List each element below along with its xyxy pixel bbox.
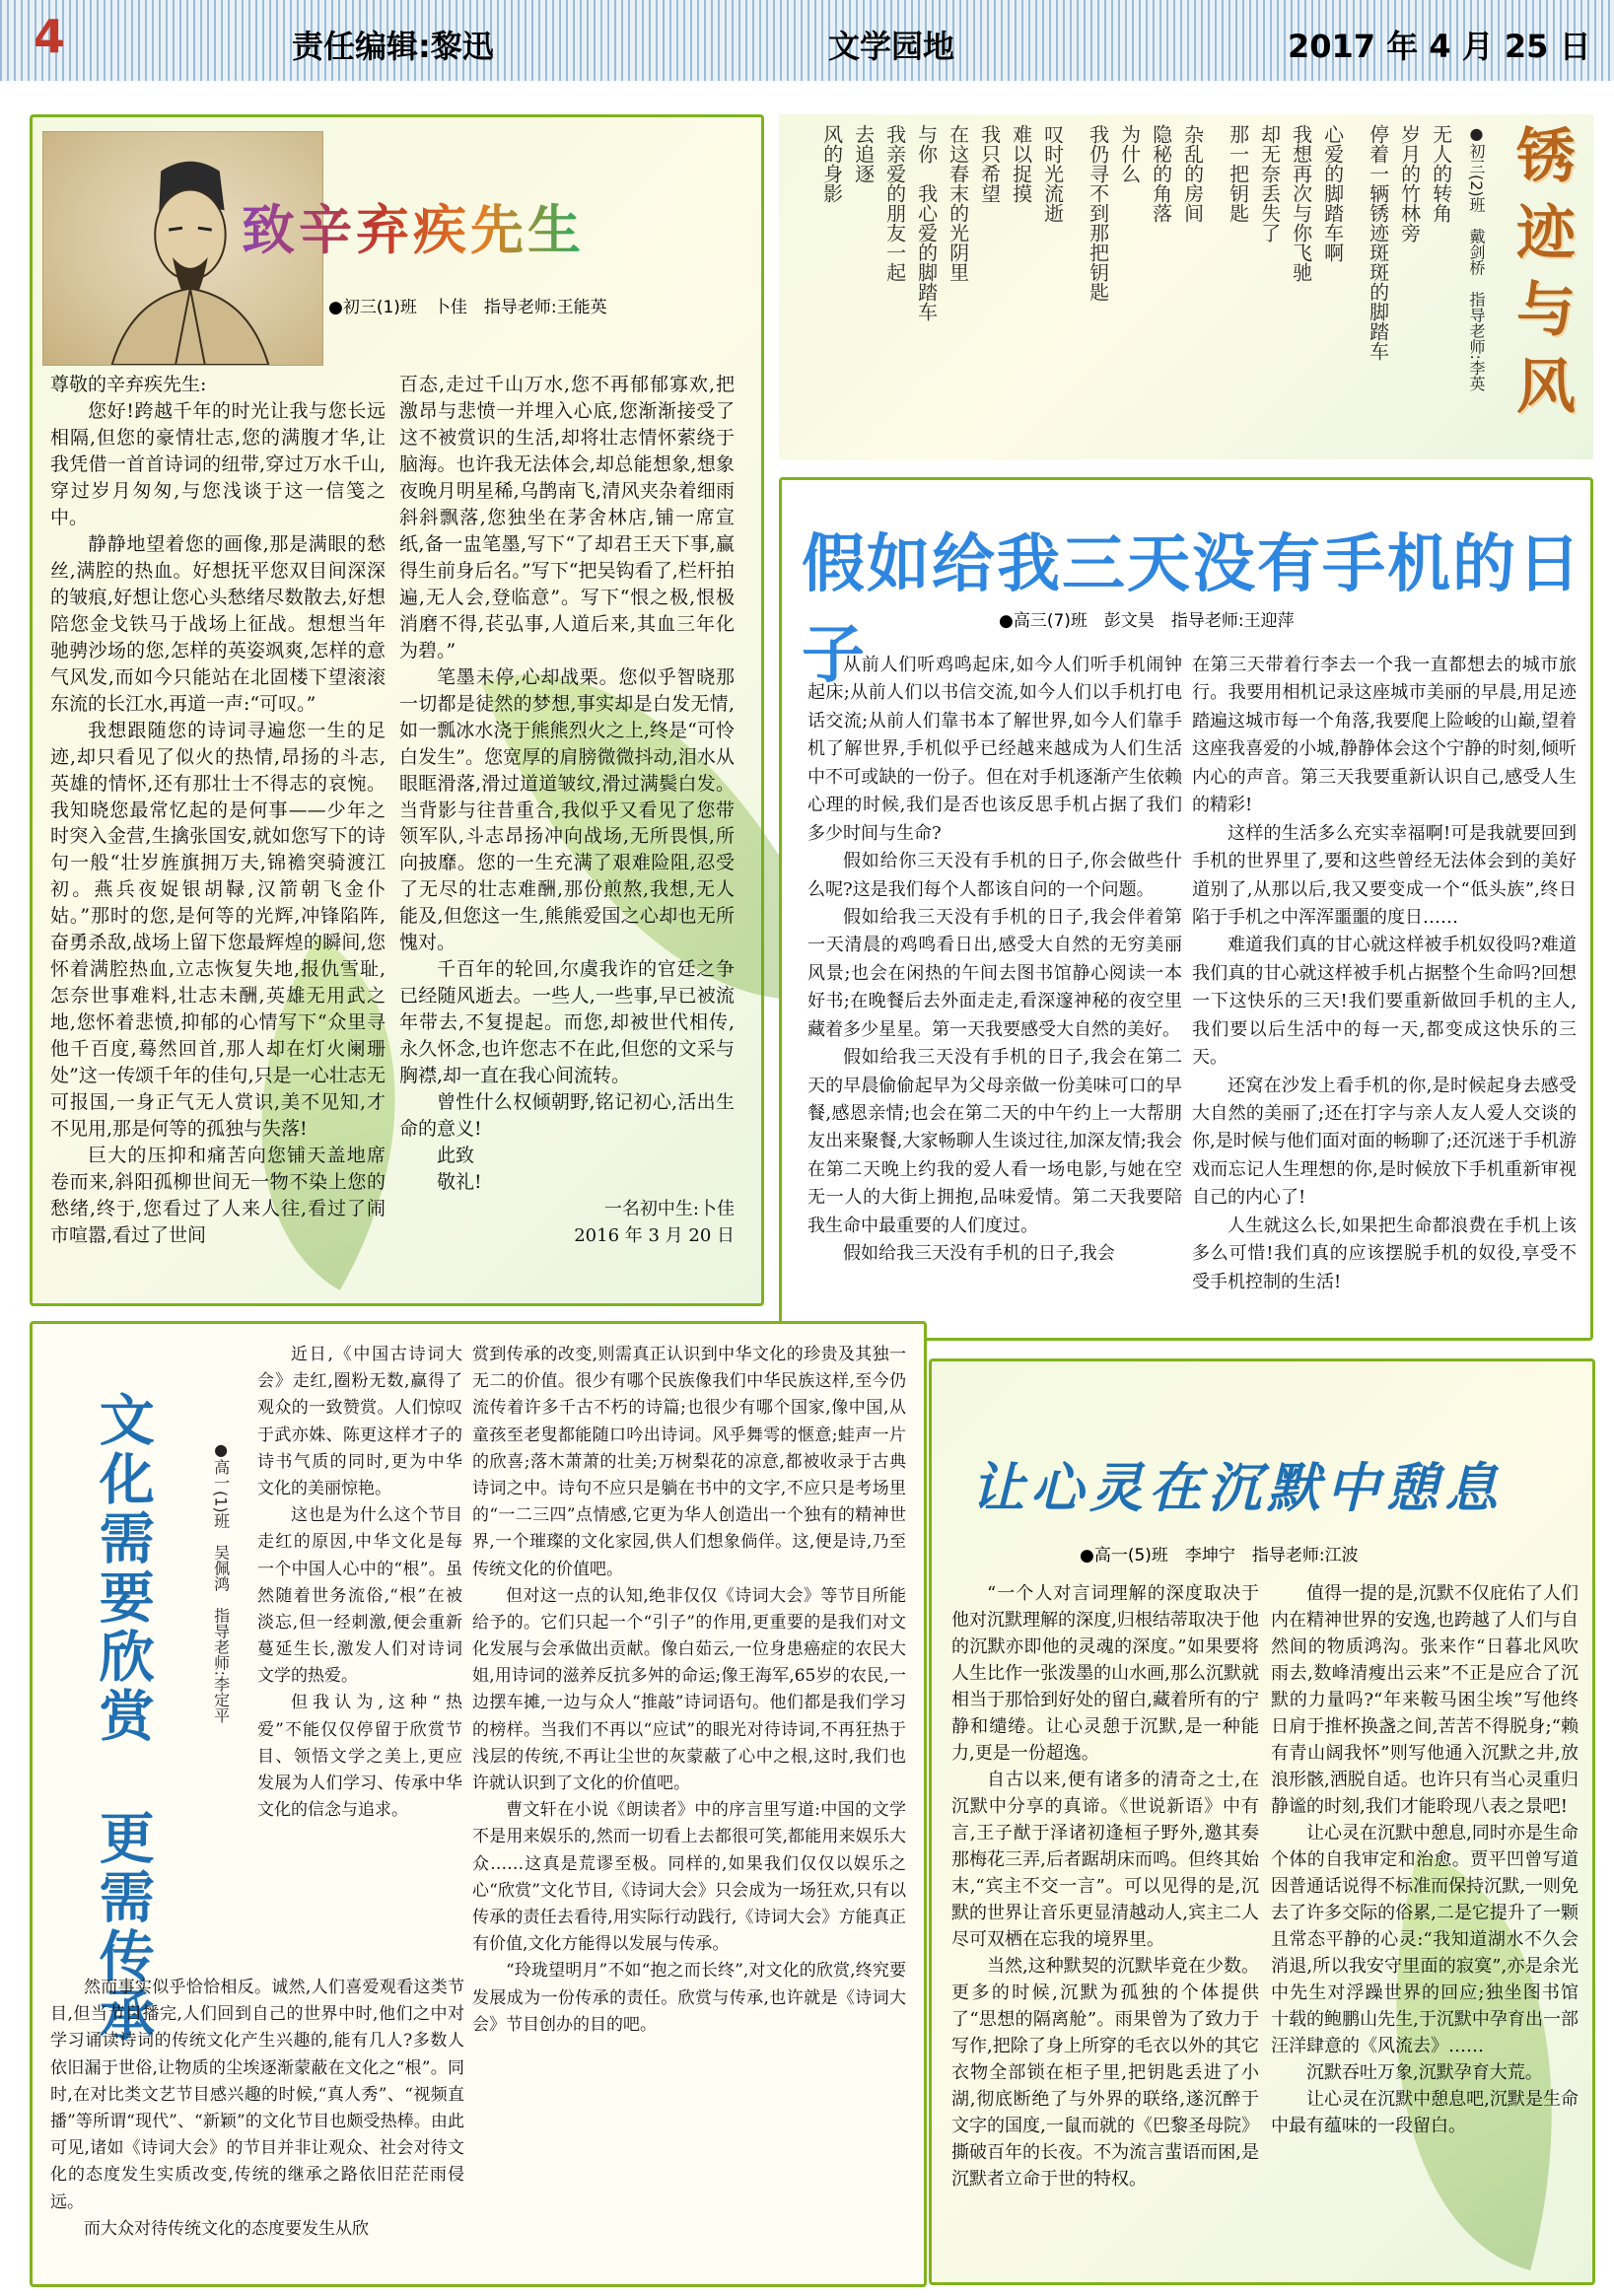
editor-credit: 责任编辑:黎迅 [292,28,494,65]
paragraph: 赏到传承的改变,则需真正认识到中华文化的珍贵及其独一无二的价值。很少有哪个民族像我们中华民族这样,至今仍流传着许多千古不朽的诗篇;也很少有哪个国家,像中国,从童孩至老叟都能随口吟出诗词。风乎舞雩的惬意;蛙声一片的欣喜;落木萧萧的壮美;万树梨花的凉意,都被收录于古典诗词之中。诗句不应只是躺在书中的文字,不应只是考场里的“一二三四”点情感,它更为华人创造出一个独有的精神世界,一个璀璨的文化家园,供人们想象倘佯。这,便是诗,乃至传统文化的价值吧。 [472,1345,906,1579]
text-column-left [807,652,1182,1269]
poem-line: 与你 我心爱的脚踏车 [914,124,939,321]
paragraph: 这也是为什么这个节目走红的原因,中华文化是每一个中国人心中的“根”。虽然随着世务流俗,“根”在被淡忘,但一经刺激,便会重新蔓延生长,激发人们对诗词文学的热爱。 [257,1505,462,1687]
paragraph: 但我认为,这种“热爱”不能仅仅停留于欣赏节目、领悟文学之美上,更应发展为人们学习、传承中华文化的信念与追求。 [257,1693,462,1821]
issue-date: 2017 年 4 月 25 日 [1288,28,1591,65]
title-part-two: 更需传承 [90,1808,155,2046]
poem-line: 难以捉摸 [1009,124,1033,203]
text-column-bottom-left [50,1975,464,2243]
poem-line: 我想再次与你飞驰 [1289,124,1313,282]
paragraph: 在第三天带着行李去一个我一直都想去的城市旅行。我要用相机记录这座城市美丽的早晨,用足迹踏遍这城市每一个角落,我要爬上险峻的山巅,望着这座我喜爱的小城,静静体会这个宁静的时刻,倾听内心的声音。第三天我要重新认识自己,感受人生的精彩! [1192,655,1577,816]
article-three-days-without-phone [779,477,1593,1341]
paragraph: 这样的生活多么充实幸福啊!可是我就要回到手机的世界里了,要和这些曾经无法体会到的美好道别了,从那以后,我又要变成一个“低头族”,终日陷于手机之中浑浑噩噩的度日…… [1192,822,1577,928]
paragraph: 而大众对待传统文化的态度要发生从欣 [84,2218,369,2239]
title-part-one: 文化需要欣赏 [90,1391,155,1746]
article-title-text: 让心灵在沉默中憩息 [971,1456,1504,1519]
closing-line: 此致 [437,1145,475,1167]
poem-line: 叹时光流逝 [1040,124,1065,223]
poem-line: 我仍寻不到那把钥匙 [1086,124,1110,302]
article-title-text: 假如给我三天没有手机的日子 [802,528,1582,692]
signature: 一名初中生:卜佳 [603,1199,735,1220]
paragraph: 静静地望着您的画像,那是满眼的愁丝,满腔的热血。好想抚平您双目间深深的皱痕,好想让您心头愁绪尽数散去,好想陪您金戈铁马于战场上征战。想想当年驰骋沙场的您,怎样的英姿飒爽,怎样的意气风发,而如今只能站在北固楼下望滚滚东流的长江水,再道一声:“可叹。” [50,532,386,715]
poem-line: 在这春末的光阴里 [946,124,970,282]
article-byline: ●初三(1)班 卜佳 指导老师:王能英 [328,298,607,317]
article-byline: ●高三(7)班 彭文昊 指导老师:王迎萍 [999,611,1295,631]
paragraph: 我想跟随您的诗词寻遍您一生的足迹,却只看见了似火的热情,昂扬的斗志,英雄的情怀,还有那壮士不得志的哀惋。我知晓您最常忆起的是何事——少年之时突入金营,生擒张国安,就如您写下的诗句一般“壮岁旌旗拥万夫,锦襜突骑渡江初。燕兵夜娖银胡䩮,汉箭朝飞金仆姑。”那时的您,是何等的光辉,冲锋陷阵,奋勇杀敌,战场上留下您最辉煌的瞬间,您怀着满腔热血,立志恢复失地,报仇雪耻,怎奈世事难料,壮志未酬,英雄无用武之地,您怀着悲愤,抑郁的心情写下“众里寻他千百度,蓦然回首,那人却在灯火阑珊处”这一传颂千年的佳句,只是一心壮志无可报国,一身正气无人赏识,美不见知,才不见用,那是何等的孤独与失落! [50,719,386,1141]
poem-line: 隐秘的角落 [1149,124,1173,223]
paragraph: 从前人们听鸡鸣起床,如今人们听手机闹钟起床;从前人们以书信交流,如今人们以手机打电话交流;从前人们靠书本了解世界,如今人们靠手机了解世界,手机似乎已经越来越成为人们生活中不可或缺的一份子。但在对手机逐渐产生依赖心理的时候,我们是否也该反思手机占据了我们多少时间与生命? [807,655,1182,844]
paragraph: 千百年的轮回,尔虞我诈的官廷之争已经随风逝去。一些人,一些事,早已被流年带去,不复提起。而您,却被世代相传,永久怀念,也许您志不在此,但您的文采与胸襟,却一直在我心间流转。 [399,958,735,1087]
paragraph: 难道我们真的甘心就这样被手机奴役吗?难道我们真的甘心就这样被手机占据整个生命吗?回想一下这快乐的三天!我们要重新做回手机的主人,我们要以后生活中的每一天,都变成这快乐的三天。 [1192,935,1577,1069]
paragraph: 人生就这么长,如果把生命都浪费在手机上该多么可惜!我们真的应该摆脱手机的奴役,享受不受手机控制的生活! [1192,1215,1577,1292]
poem-block [816,124,1583,450]
poem-line: 为什么 [1117,124,1142,183]
paragraph: 让心灵在沉默中憩息吧,沉默是生命中最有蕴味的一段留白。 [1271,2089,1579,2136]
closing-line: 敬礼! [437,1171,482,1194]
section-title: 文学园地 [828,28,955,65]
text-column-right [1192,652,1577,1296]
text-column-narrow [257,1342,462,1824]
poem-line: 我亲爱的朋友一起 [882,124,907,282]
paragraph: 让心灵在沉默中憩息,同时亦是生命个体的自我审定和治愈。贾平凹曾写道因普通话说得不标准而保持沉默,一则免去了许多交际的俗累,二是它提升了一颗且常态平静的心灵:“我知道湖水不久会消退,所以我安守里面的寂寞”,亦是余光中先生对浮躁世界的回应;独坐图书馆十载的鲍鹏山先生,于沉默中孕育出一部汪洋肆意的《风流去》…… [1271,1823,1579,2056]
paragraph: 假如给我三天没有手机的日子,我会伴着第一天清晨的鸡鸣看日出,感受大自然的无穷美丽风景;也会在闲热的午间去图书馆静心阅读一本好书;在晚餐后去外面走走,看深邃神秘的夜空里藏着多少星星。第一天我要感受大自然的美好。 [807,906,1182,1040]
article-poem-rust-and-wind [779,114,1593,459]
page-number: 4 [34,10,66,63]
paragraph: “一个人对言词理解的深度取决于他对沉默理解的深度,归根结蒂取决于他的沉默亦即他的灵魂的深度。”如果要将人生比作一张泼墨的山水画,那么沉默就相当于那恰到好处的留白,藏着所有的宁静和缱绻。让心灵憩于沉默,是一种能力,更是一份超逸。 [951,1583,1259,1764]
paragraph: “玲珑望明月”不如“抱之而长终”,对文化的欣赏,终究要发展成为一份传承的责任。欣赏与传承,也许就是《诗词大会》节目创办的目的吧。 [472,1961,906,2035]
article-byline: ●高一(5)班 李坤宁 指导老师:江波 [1080,1546,1359,1565]
paragraph: 假如给我三天没有手机的日子,我会在第二天的早晨偷偷起早为父母亲做一份美味可口的早餐,感恩亲情;也会在第二天的中午约上一大帮朋友出来聚餐,大家畅聊人生谈过往,加深友情;我会在第二天晚上约我的爱人看一场电影,与她在空无一人的大街上拥抱,品味爱情。第二天我要陪我生命中最重要的人们度过。 [807,1047,1182,1236]
poem-line: 那一把钥匙 [1226,124,1250,223]
text-column-right [399,372,735,1249]
article-letter-to-xin-qiji [30,114,764,1306]
article-silence [929,1358,1595,2285]
page-header [0,0,1614,81]
article-title: 致辛弃疾先生 [242,188,585,264]
paragraph: 但对这一点的认知,绝非仅仅《诗词大会》等节目所能给予的。它们只起一个“引子”的作用,更重要的是我们对文化发展与会承做出贡献。像白茹云,一位身患癌症的农民大姐,用诗词的滋养反抗多舛的命运;像王海军,65岁的农民,一边摆车摊,一边与众人“推敲”诗词语句。他们都是我们学习的榜样。当我们不再以“应试”的眼光对待诗词,不再狂热于浅层的传统,不再让尘世的灰蒙蔽了心中之根,这时,我们也许就认识到了文化的价值吧。 [472,1585,906,1793]
paragraph: 沉默吞吐万象,沉默孕育大荒。 [1306,2062,1543,2083]
paragraph: 百态,走过千山万水,您不再郁郁寡欢,把激昂与悲愤一并埋入心底,您渐渐接受了这不被赏识的生活,却将壮志情怀萦绕于脑海。也许我无法体会,却总能想象,想象夜晚月明星稀,乌鹊南飞,清风夹杂着细雨斜斜飘落,您独坐在茅舍林店,铺一席宣纸,备一盅笔墨,写下“了却君王天下事,赢得生前身后名。”写下“把吴钩看了,栏杆拍遍,无人会,登临意”。写下“恨之极,恨极消磨不得,苌弘事,人道后来,其血三年化为碧。” [399,374,735,661]
paragraph: 您好!跨越千年的时光让我与您长远相隔,但您的豪情壮志,您的满腹才华,让我凭借一首首诗词的纽带,穿过万水千山,穿过岁月匆匆,与您浅谈于这一信笺之中。 [50,399,386,528]
paragraph: 还窝在沙发上看手机的你,是时候起身去感受大自然的美丽了;还在打字与亲人友人爱人交谈的你,是时候与他们面对面的畅聊了;还沉迷于手机游戏而忘记人生理想的你,是时候放下手机重新审视自己的内心了! [1192,1075,1577,1209]
paragraph: 假如给我三天没有手机的日子,我会 [843,1243,1115,1265]
poem-line: 风的身影 [819,124,844,203]
poem-line: 我只希望 [977,124,1002,203]
article-title [86,1391,158,2046]
paragraph: 笔墨未停,心却战栗。您似乎智晓那一切都是徒然的梦想,事实却是白发无情,如一瓢冰水浇于熊熊烈火之上,终是“可怜白发生”。您宽厚的肩膀微微抖动,泪水从眼眶滑落,滑过道道皱纹,滑过满鬓白发。当背影与往昔重合,我似乎又看见了您带领军队,斗志昂扬冲向战场,无所畏惧,所向披靡。您的一生充满了艰难险阻,忍受了无尽的壮志难酬,那份煎熬,我想,无人能及,但您这一生,熊熊爱国之心却也无所愧对。 [399,665,735,954]
poem-line: 岁月的竹林旁 [1397,124,1422,243]
paragraph: 自古以来,便有诸多的清奇之士,在沉默中分享的真谛。《世说新语》中有言,王子猷于泽诸初逢桓子野外,邀其奏那梅花三弄,后者踞胡床而鸣。但终其始末,“宾主不交一言”。可以见得的是,沉默的世界让音乐更显清越动人,宾主二人尽可双栖在忘我的境界里。 [951,1770,1259,1950]
paragraph: 巨大的压抑和痛苦向您铺天盖地席卷而来,斜阳孤柳世间无一物不染上您的愁绪,终于,您看过了人来人往,看过了闹市喧嚣,看过了世间 [50,1145,386,1246]
paragraph: 假如给你三天没有手机的日子,你会做些什么呢?这是我们每个人都该自问的一个问题。 [807,851,1182,900]
paragraph: 值得一提的是,沉默不仅庇佑了人们内在精神世界的安逸,也跨越了人们与自然间的物质鸿沟。张来作“日暮北风吹雨去,数峰清瘦出云来”不正是应合了沉默的力量吗?“年来鞍马困尘埃”写他终日肩于推杯换盏之间,苦苦不得脱身;“赖有青山阔我怀”则写他通入沉默之井,放浪形骸,洒脱自适。也许只有当心灵重归静谧的时刻,我们才能聆现八表之景吧! [1271,1583,1579,1817]
paragraph: 曾性什么权倾朝野,铭记初心,活出生命的意义! [399,1091,735,1141]
paragraph: 当然,这种默契的沉默毕竟在少数。更多的时候,沉默为孤独的个体提供了“思想的隔离舱”。雨果曾为了致力于写作,把除了身上所穿的毛衣以外的其它衣物全部锁在柜子里,把钥匙丢进了小湖,彻底断绝了与外界的联络,遂沉醉于文字的国度,一鼠而就的《巴黎圣母院》撕破百年的长夜。不为流言蜚语而困,是沉默者立命于世的特权。 [951,1956,1259,2190]
paragraph: 近日,《中国古诗词大会》走红,圈粉无数,赢得了观众的一致赞赏。人们惊叹于武亦姝、陈更这样才子的诗书气质的同时,更为中华文化的美丽惊艳。 [257,1345,462,1498]
poem-line: 去追逐 [851,124,876,183]
article-byline: ●高一(1)班 吴佩鸿 指导老师:李定平 [211,1440,231,1724]
paragraph: 然而事实似乎恰恰相反。诚然,人们喜爱观看这类节目,但当节目播完,人们回到自己的世界中时,他们之中对学习诵读诗词的传统文化产生兴趣的,能有几人?多数人依旧漏于世俗,让物质的尘埃逐渐蒙蔽在文化之“根”。同时,在对比类文艺节目感兴趣的时候,“真人秀”、“视频直播”等所谓“现代”、“新颖”的文化节目也颇受热棒。由此可见,诸如《诗词大会》的节目并非让观众、社会对待文化的态度发生实质改变,传统的继承之路依旧茫茫雨侵远。 [50,1978,464,2212]
poem-line: 停着一辆锈迹斑斑的脚踏车 [1366,124,1390,361]
text-column-right [472,1342,906,2039]
poem-line: 却无奈丢失了 [1257,124,1282,243]
salutation: 尊敬的辛弃疾先生: [50,374,207,395]
poem-line: 心爱的脚踏车啊 [1320,124,1345,262]
article-title: 锈迹与风 [1507,124,1576,432]
poem-line: 杂乱的房间 [1180,124,1205,223]
letter-date: 2016 年 3 月 20 日 [574,1225,735,1247]
paragraph: 曹文轩在小说《朗读者》中的序言里写道:中国的文学不是用来娱乐的,然而一切看上去都很可笑,都能用来娱乐大众……这真是荒谬至极。同样的,如果我们仅仅以娱乐之心“欣赏”文化节目,《诗词大会》只会成为一场狂欢,只有以传承的责任去看待,用实际行动践行,《诗词大会》方能真正有价值,文化方能得以发展与传承。 [472,1800,906,1955]
article-culture-appreciation [30,1321,927,2287]
text-column-left [50,372,386,1249]
text-column-right [1271,1580,1579,2139]
article-title [971,1446,1504,1522]
poem-line: 无人的转角 [1429,124,1453,223]
article-byline: ●初三(2)班 戴剑桥 指导老师:李英 [1467,124,1486,392]
text-column-left [951,1580,1259,2192]
